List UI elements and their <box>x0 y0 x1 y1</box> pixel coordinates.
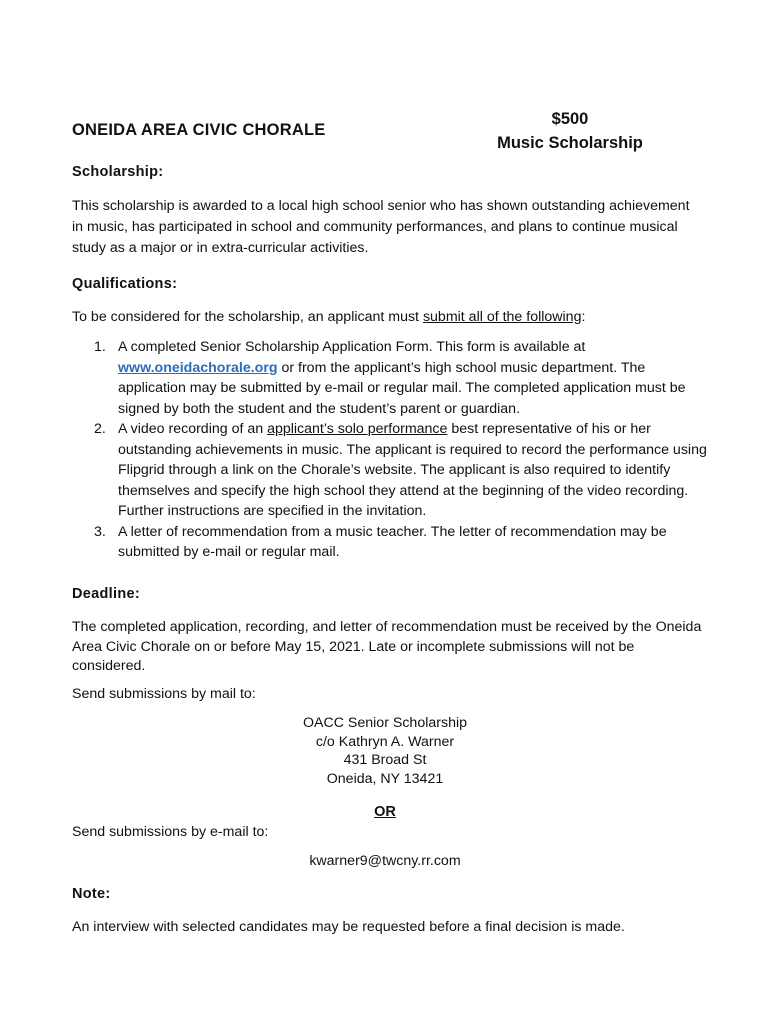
address-line: OACC Senior Scholarship <box>302 715 467 731</box>
requirement-item-1 <box>72 337 712 419</box>
scholarship-description: This scholarship is awarded to a local high school senior who has shown outstanding achievement in music, has participated in school and community performances, and plans to continue musical study as a major or in extra-curricular activities. <box>72 198 690 256</box>
requirement-text-continued: or from the applicant’s high school music department. The application may be submitted by e-mail or regular mail. The completed application must be signed by both the student and the student’s parent or guardian. <box>118 359 686 417</box>
requirement-number: 1. <box>94 339 106 355</box>
deadline-text: The completed application, recording, and letter of recommendation must be received by the Oneida Area Civic Chorale on or before May 15, 2021. Late or incomplete submissions will not be considered. <box>72 619 702 674</box>
qualifications-intro-emphasis: submit all of the following <box>422 309 582 325</box>
qualifications-intro-colon: : <box>581 309 586 325</box>
chorale-website-link[interactable]: www.oneidachorale.org <box>118 359 278 376</box>
address-line: c/o Kathryn A. Warner <box>315 733 455 750</box>
scholarship-heading: Scholarship: <box>72 164 164 180</box>
note-text: An interview with selected candidates may be requested before a final decision is made. <box>72 919 625 935</box>
requirement-number: 2. <box>94 421 106 437</box>
requirement-item-3 <box>72 522 712 563</box>
email-address: kwarner9@twcny.rr.com <box>309 853 461 869</box>
qualifications-intro <box>72 307 702 328</box>
deadline-heading: Deadline: <box>72 586 140 602</box>
mail-label: Send submissions by mail to: <box>72 686 256 702</box>
requirement-text: A letter of recommendation from a music teacher. The letter of recommendation may be submitted by e-mail or regular mail. <box>118 523 667 560</box>
qualifications-intro-text: To be considered for the scholarship, an applicant must <box>72 309 423 325</box>
requirement-number: 3. <box>94 523 106 540</box>
requirement-text-continued: best representative of his or her outstanding achievements in music. The applicant is required to record the performance using Flipgrid through a link on the Chorale’s website. The applicant is also required to identify themselves and specify the high school they attend at the beginning of the video recording. Further instructions are specified in the invitation. <box>118 421 707 519</box>
or-separator: OR <box>374 804 396 820</box>
requirement-emphasis: applicant’s solo performance <box>267 421 448 437</box>
address-line: Oneida, NY 13421 <box>326 770 444 787</box>
qualifications-heading: Qualifications: <box>72 276 178 292</box>
requirement-text: A video recording of an <box>118 421 268 437</box>
requirements-list <box>72 337 712 563</box>
address-line: 431 Broad St <box>343 752 427 768</box>
requirement-text: A completed Senior Scholarship Application Form. This form is available at <box>118 339 586 355</box>
scholarship-name: Music Scholarship <box>497 134 643 152</box>
note-heading: Note: <box>72 886 111 902</box>
email-label: Send submissions by e-mail to: <box>72 824 269 840</box>
requirement-item-2 <box>72 419 712 522</box>
scholarship-amount-block <box>470 107 670 155</box>
scholarship-amount: $500 <box>551 110 589 128</box>
mail-address <box>250 714 520 788</box>
organization-title: ONEIDA AREA CIVIC CHORALE <box>72 121 326 139</box>
